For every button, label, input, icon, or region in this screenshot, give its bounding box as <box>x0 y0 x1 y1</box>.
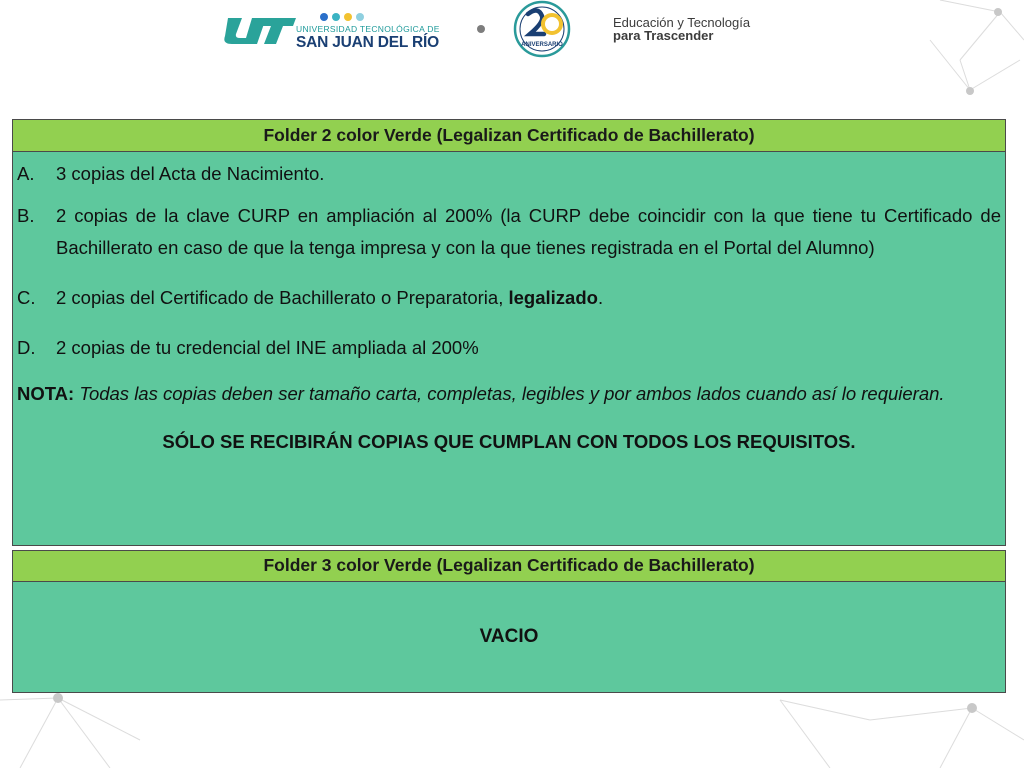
folder2-title: Folder 2 color Verde (Legalizan Certificado de Bachillerato) <box>13 120 1005 152</box>
item-text-bold: legalizado <box>508 287 598 308</box>
folder2-body <box>13 152 1005 458</box>
requirement-item <box>17 332 1001 364</box>
anniversary-seal <box>504 0 580 60</box>
item-letter: B. <box>17 205 35 226</box>
item-text <box>56 282 1001 314</box>
brand-dots-icon <box>318 12 388 22</box>
item-letter: D. <box>17 337 36 358</box>
item-text: 2 copias de la clave CURP en ampliación al 200% (la CURP debe coincidir con la que tiene tu Certificado de Bachillerato en caso de que la tenga impresa y con la que tienes registrada en el Portal del Alumno) <box>56 205 1001 258</box>
tagline-line1: Educación y Tecnología <box>613 15 751 30</box>
note-paragraph <box>17 378 1001 410</box>
item-text: 2 copias de tu credencial del INE ampliada al 200% <box>56 337 479 358</box>
requirement-item <box>17 282 1001 314</box>
item-letter: C. <box>17 287 36 308</box>
requirement-item <box>17 200 1001 264</box>
anniversary-label: ANIVERSARIO <box>521 42 563 48</box>
item-text: 3 copias del Acta de Nacimiento. <box>56 163 325 184</box>
university-name-line1: UNIVERSIDAD TECNOLÓGICA DE <box>296 24 440 34</box>
warning-text: SÓLO SE RECIBIRÁN COPIAS QUE CUMPLAN CON TODOS LOS REQUISITOS. <box>162 431 856 452</box>
folder2-panel <box>12 119 1006 546</box>
item-text-after: . <box>597 287 604 308</box>
anniversary-seal-icon <box>504 0 580 60</box>
item-text-before: 2 copias del Certificado de Bachillerato o Preparatoria, <box>56 287 509 308</box>
ut-logo-icon <box>222 14 296 46</box>
page-header <box>0 0 1024 70</box>
university-logo <box>222 12 472 52</box>
item-letter: A. <box>17 163 35 184</box>
folder3-title: Folder 3 color Verde (Legalizan Certificado de Bachillerato) <box>13 551 1005 582</box>
tagline-line2: para Trascender <box>613 28 714 43</box>
folder3-content: VACIO <box>479 626 539 647</box>
requirement-item <box>17 158 1001 190</box>
university-name-line2: SAN JUAN DEL RÍO <box>296 34 439 51</box>
note-text: Todas las copias deben ser tamaño carta, completas, legibles y por ambos lados cuando así lo requieran. <box>74 383 945 404</box>
note-label: NOTA: <box>17 383 75 404</box>
folder3-panel <box>12 550 1006 693</box>
separator-dot <box>477 25 485 33</box>
